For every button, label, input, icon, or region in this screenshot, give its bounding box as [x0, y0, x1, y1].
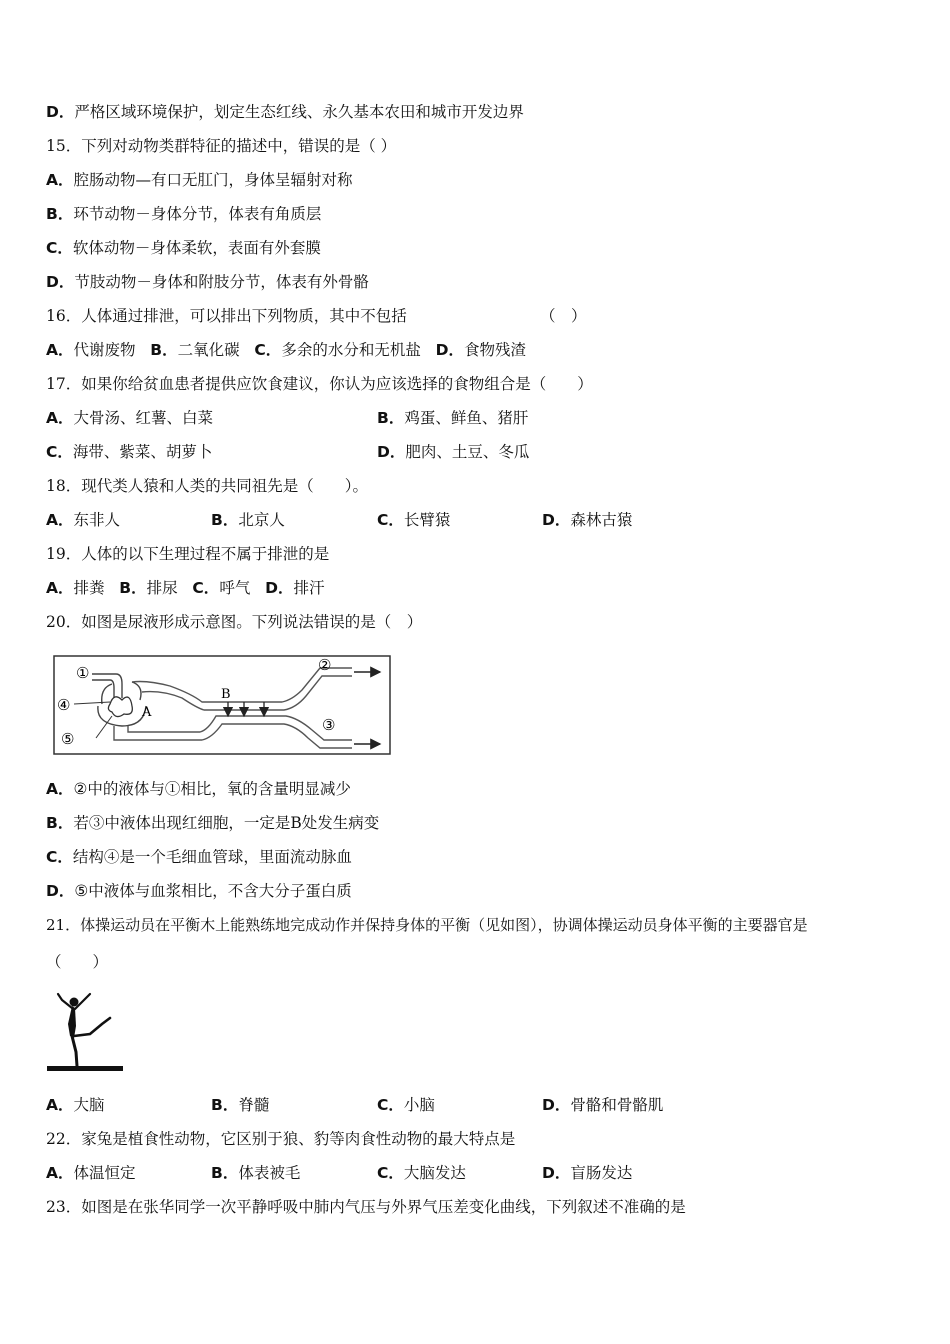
q21-option-a [46, 1095, 105, 1115]
gymnast-figure [44, 990, 128, 1076]
option-label: A． [46, 511, 74, 529]
option-text: 长臂猿 [403, 511, 451, 529]
label-4: ④ [57, 696, 71, 714]
q21-option-d [542, 1095, 663, 1115]
q18-option-a [46, 510, 120, 530]
q21-stem: 21．体操运动员在平衡木上能熟练地完成动作并保持身体的平衡（见如图），协调体操运动员身体平衡的主要器官是 [46, 916, 808, 934]
option-text: 东非人 [73, 511, 121, 529]
option-label: D． [46, 273, 75, 291]
glomerulus [108, 697, 132, 717]
label-b: B [221, 687, 231, 702]
option-label: C． [377, 1164, 404, 1182]
option-text: ⑤中液体与血浆相比，不含大分子蛋白质 [74, 882, 352, 900]
option-text: 呼气 [219, 579, 251, 597]
option-text: 排尿 [146, 579, 178, 597]
option-text: 软体动物－身体柔软，表面有外套膜 [72, 239, 321, 257]
option-label: B． [46, 205, 74, 223]
q16-options [46, 340, 526, 360]
option-label: C． [46, 443, 73, 461]
q15-option-c [46, 238, 321, 258]
label-5: ⑤ [61, 730, 75, 748]
q22-option-c [377, 1163, 466, 1183]
gymnast-leg-support [72, 1036, 77, 1066]
option-text: 骨骼和骨骼肌 [570, 1096, 664, 1114]
gymnast-body [68, 1006, 76, 1038]
option-label: C． [377, 1096, 404, 1114]
q17-option-d [377, 442, 529, 462]
option-text: 结构④是一个毛细血管球，里面流动脉血 [72, 848, 352, 866]
tubule-lower-inner [128, 716, 352, 740]
gymnast-leg-raised [74, 1018, 110, 1036]
option-label: A． [46, 1164, 74, 1182]
q16-stem: 16．人体通过排泄，可以排出下列物质，其中不包括 [46, 307, 407, 325]
option-label: D． [265, 579, 294, 597]
option-label: B． [150, 341, 178, 359]
option-label: D． [377, 443, 406, 461]
option-label: C． [192, 579, 220, 597]
q21-bracket: （ ） [46, 953, 109, 971]
option-label: A． [46, 409, 74, 427]
q22-option-a [46, 1163, 136, 1183]
q22-option-b [211, 1163, 300, 1183]
q18-option-c [377, 510, 450, 530]
option-text: 腔肠动物—有口无肛门，身体呈辐射对称 [73, 171, 353, 189]
option-text: 森林古猿 [570, 511, 633, 529]
option-label: A． [46, 579, 74, 597]
option-text: 环节动物－身体分节，体表有角质层 [73, 205, 322, 223]
option-text: 食物残渣 [463, 341, 526, 359]
q15-option-b [46, 204, 321, 224]
q15-option-d [46, 272, 369, 292]
balance-beam [47, 1066, 123, 1071]
option-label: D． [46, 882, 75, 900]
option-label: B． [211, 1096, 239, 1114]
option-text: 北京人 [238, 511, 285, 529]
option-text: 排汗 [293, 579, 325, 597]
q18-stem: 18．现代类人猿和人类的共同祖先是（ ）。 [46, 477, 368, 495]
q23-stem: 23．如图是在张华同学一次平静呼吸中肺内气压与外界气压差变化曲线，下列叙述不准确的是 [46, 1198, 686, 1216]
label-2: ② [318, 656, 332, 674]
option-label: B． [119, 579, 147, 597]
option-text: 脊髓 [238, 1096, 270, 1114]
option-text: 多余的水分和无机盐 [281, 341, 421, 359]
tubule-upper-inner [142, 676, 352, 710]
q15-stem: 15．下列对动物类群特征的描述中，错误的是（ ） [46, 137, 397, 155]
option-label: A． [46, 171, 74, 189]
option-text: 大骨汤、红薯、白菜 [73, 409, 214, 427]
option-text: ②中的液体与①相比，氧的含量明显减少 [73, 780, 351, 798]
q15-option-a [46, 170, 353, 190]
q20-option-a [46, 779, 351, 799]
q17-stem: 17．如果你给贫血患者提供应饮食建议，你认为应该选择的食物组合是（ ） [46, 375, 593, 393]
tubule-lower [114, 724, 352, 748]
label-1: ① [76, 664, 90, 682]
option-text: 盲肠发达 [570, 1164, 633, 1182]
option-text: 鸡蛋、鲜鱼、猪肝 [404, 409, 529, 427]
option-text: 大脑 [73, 1096, 105, 1114]
option-label: D． [46, 103, 75, 121]
q20-stem: 20．如图是尿液形成示意图。下列说法错误的是（ ） [46, 613, 423, 631]
q19-options [46, 578, 325, 598]
q21-option-c [377, 1095, 435, 1115]
option-text: 代谢废物 [73, 341, 136, 359]
option-label: B． [377, 409, 405, 427]
option-text: 二氧化碳 [177, 341, 240, 359]
option-label: C． [377, 511, 404, 529]
option-label: B． [211, 511, 239, 529]
q18-option-b [211, 510, 285, 530]
q16-bracket: （ ） [540, 307, 587, 325]
pointer-5 [96, 716, 112, 738]
pointer-4 [74, 702, 110, 704]
urine-formation-diagram [52, 654, 394, 758]
option-label: D． [542, 1096, 571, 1114]
option-text: 体温恒定 [73, 1164, 136, 1182]
option-text: 若③中液体出现红细胞，一定是B处发生病变 [73, 814, 380, 832]
label-3: ③ [322, 716, 336, 734]
option-label: A． [46, 341, 74, 359]
option-text: 海带、紫菜、胡萝卜 [72, 443, 213, 461]
q14-option-d [46, 102, 524, 122]
option-text: 大脑发达 [403, 1164, 466, 1182]
option-label: B． [46, 814, 74, 832]
option-text: 严格区域环境保护，划定生态红线、永久基本农田和城市开发边界 [74, 103, 524, 121]
q17-option-a [46, 408, 213, 428]
gymnast-head [70, 998, 79, 1007]
q22-option-d [542, 1163, 632, 1183]
option-label: C． [46, 239, 73, 257]
efferent-vessel [92, 680, 114, 698]
option-text: 肥肉、土豆、冬瓜 [405, 443, 530, 461]
option-label: B． [211, 1164, 239, 1182]
option-text: 节肢动物－身体和附肢分节，体表有外骨骼 [74, 273, 369, 291]
option-label: D． [542, 1164, 571, 1182]
label-a: A [142, 705, 152, 720]
q19-stem: 19．人体的以下生理过程不属于排泄的是 [46, 545, 330, 563]
q20-option-b [46, 813, 379, 833]
option-label: A． [46, 780, 74, 798]
q22-stem: 22．家兔是植食性动物，它区别于狼、豹等肉食性动物的最大特点是 [46, 1130, 516, 1148]
option-text: 排粪 [73, 579, 105, 597]
q20-option-d [46, 881, 352, 901]
option-label: C． [254, 341, 282, 359]
q21-option-b [211, 1095, 269, 1115]
q20-option-c [46, 847, 352, 867]
q18-option-d [542, 510, 632, 530]
q17-option-b [377, 408, 528, 428]
option-label: D． [542, 511, 571, 529]
option-text: 体表被毛 [238, 1164, 301, 1182]
q17-option-c [46, 442, 212, 462]
option-label: A． [46, 1096, 74, 1114]
option-text: 小脑 [403, 1096, 435, 1114]
option-label: C． [46, 848, 73, 866]
diagram-frame [54, 656, 390, 754]
option-label: D． [435, 341, 464, 359]
